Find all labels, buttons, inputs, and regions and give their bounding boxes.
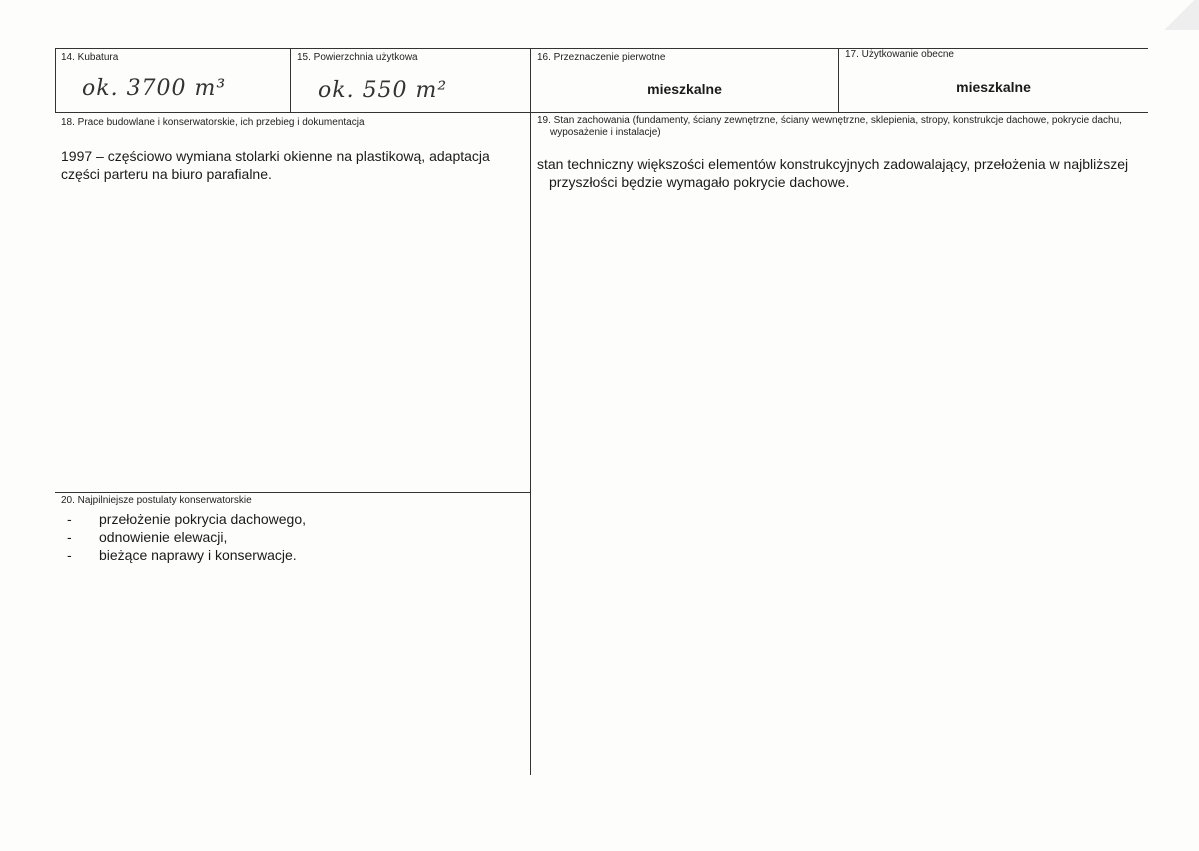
field-15-handwritten-value: ok. 550 m²: [318, 78, 448, 103]
field-18-value: 1997 – częściowo wymiana stolarki okienne na plastikową, adaptacja części parteru na biuro parafialne.: [61, 148, 490, 182]
field-17-label: 17. Użytkowanie obecne: [845, 49, 954, 60]
field-15-label: 15. Powierzchnia użytkowa: [297, 52, 418, 63]
field-18-label: 18. Prace budowlane i konserwatorskie, ich przebieg i dokumentacja: [61, 117, 365, 128]
center-divider: [530, 48, 531, 775]
scan-page-corner: [1159, 0, 1199, 30]
field-19-label: 19. Stan zachowania (fundamenty, ściany zewnętrzne, ściany wewnętrzne, sklepienia, stropy, konstrukcje dachowe, pokrycie dachu, wyposażenie i instalacje): [537, 115, 1122, 138]
field-17-value: mieszkalne: [956, 79, 1031, 95]
field-14-handwritten-value: ok. 3700 m³: [82, 76, 227, 101]
left-border: [55, 48, 56, 112]
bullet-dash: -: [67, 547, 72, 563]
bullet-dash: -: [67, 529, 72, 545]
postulate-text: odnowienie elewacji,: [99, 529, 228, 545]
field-20-label: 20. Najpilniejsze postulaty konserwatorskie: [61, 495, 252, 506]
field-16-label: 16. Przeznaczenie pierwotne: [537, 52, 666, 63]
table-top-border: [55, 48, 1148, 49]
field-16-value: mieszkalne: [647, 81, 722, 97]
field-19-value: stan techniczny większości elementów konstrukcyjnych zadowalający, przełożenia w najbliższej przyszłości będzie wymagało pokrycie dachowe.: [537, 156, 1129, 190]
field-14-label: 14. Kubatura: [61, 52, 119, 63]
row-divider: [55, 112, 1148, 113]
bullet-dash: -: [67, 511, 72, 527]
col-divider: [290, 48, 291, 112]
row-divider-20: [55, 492, 531, 493]
postulate-text: bieżące naprawy i konserwacje.: [99, 547, 297, 563]
postulate-text: przełożenie pokrycia dachowego,: [99, 511, 307, 527]
